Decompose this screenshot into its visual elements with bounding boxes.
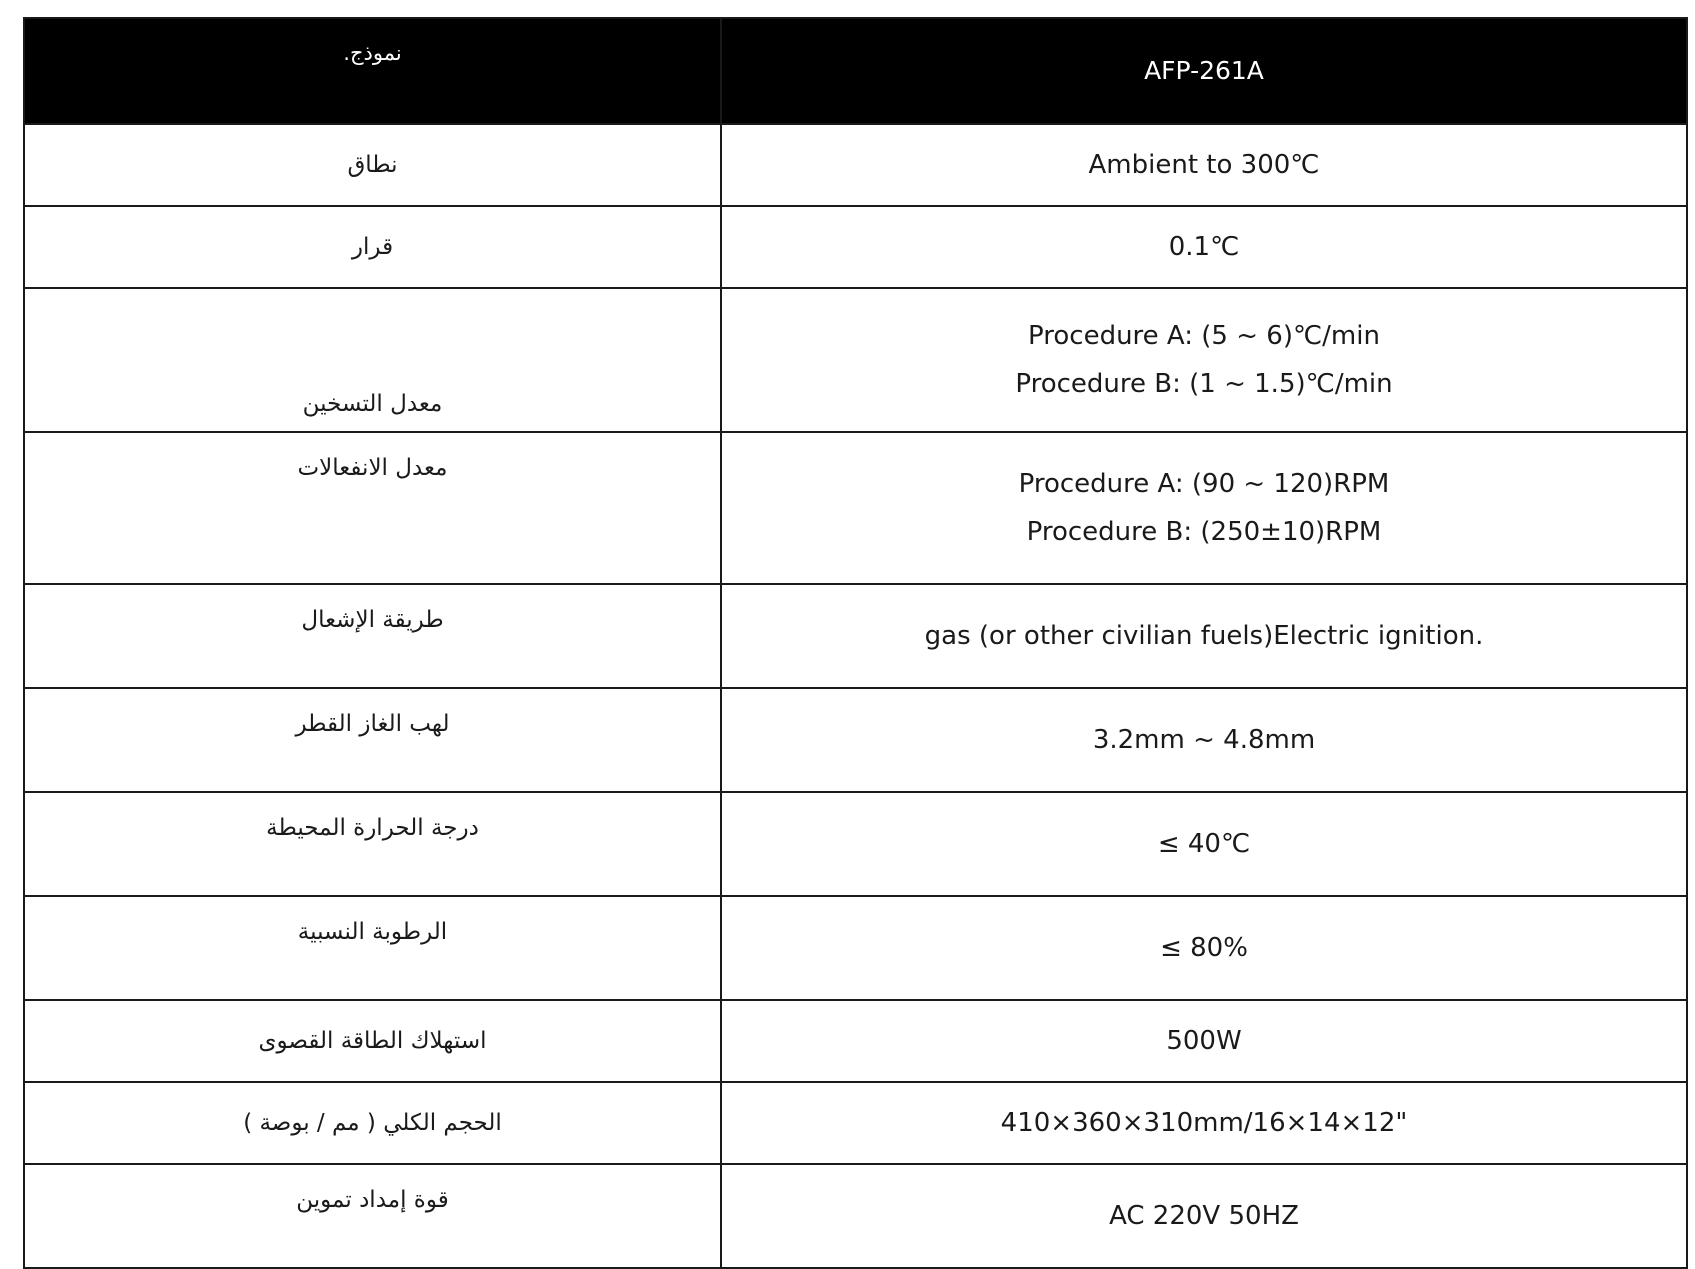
row-label-heating-rate: معدل التسخين: [24, 288, 721, 432]
row-value-stirring-rate: [721, 432, 1687, 584]
value-line: AC 220V 50HZ: [1109, 1201, 1299, 1231]
value-line: Ambient to 300℃: [1088, 150, 1320, 180]
row-label-relative-humidity: الرطوبة النسبية: [24, 896, 721, 1000]
table-row: [24, 432, 1687, 584]
value-line: 410×360×310mm/16×14×12": [1000, 1108, 1408, 1138]
row-label-power-supply: قوة إمداد تموين: [24, 1164, 721, 1268]
row-label-ambient-temperature: درجة الحرارة المحيطة: [24, 792, 721, 896]
value-line: 0.1℃: [1168, 232, 1240, 262]
row-value-overall-size: [721, 1082, 1687, 1164]
value-line: 500W: [1166, 1026, 1242, 1056]
row-value-max-power: [721, 1000, 1687, 1082]
table-row: [24, 688, 1687, 792]
value-line: Procedure A: (90 ~ 120)RPM: [1018, 469, 1390, 499]
value-line: gas (or other civilian fuels)Electric ignition.: [924, 621, 1484, 651]
header-label: نموذج.: [24, 18, 721, 124]
value-line: 3.2mm ~ 4.8mm: [1092, 725, 1316, 755]
header-model: AFP-261A: [721, 18, 1687, 124]
row-value-gas-flame-diameter: [721, 688, 1687, 792]
table-row: [24, 896, 1687, 1000]
value-line: Procedure B: (1 ~ 1.5)℃/min: [1015, 369, 1393, 399]
table-row: [24, 206, 1687, 288]
table-row: [24, 1164, 1687, 1268]
table-row: [24, 124, 1687, 206]
row-label-max-power: استهلاك الطاقة القصوى: [24, 1000, 721, 1082]
row-label-resolution: قرار: [24, 206, 721, 288]
row-value-ambient-temperature: [721, 792, 1687, 896]
value-line: Procedure B: (250±10)RPM: [1026, 517, 1382, 547]
table-row: [24, 1000, 1687, 1082]
row-label-range: نطاق: [24, 124, 721, 206]
table-row: [24, 792, 1687, 896]
value-line: ≤ 80%: [1160, 933, 1248, 963]
row-value-heating-rate: [721, 288, 1687, 432]
row-value-ignition-method: [721, 584, 1687, 688]
spec-table: [23, 17, 1688, 1269]
row-label-overall-size: الحجم الكلي ( مم / بوصة ): [24, 1082, 721, 1164]
row-label-ignition-method: طريقة الإشعال: [24, 584, 721, 688]
value-line: Procedure A: (5 ~ 6)℃/min: [1028, 321, 1380, 351]
row-label-stirring-rate: معدل الانفعالات: [24, 432, 721, 584]
row-value-resolution: [721, 206, 1687, 288]
table-row: [24, 288, 1687, 432]
table-row: [24, 1082, 1687, 1164]
row-label-gas-flame-diameter: لهب الغاز القطر: [24, 688, 721, 792]
row-value-relative-humidity: [721, 896, 1687, 1000]
row-value-power-supply: [721, 1164, 1687, 1268]
value-line: ≤ 40℃: [1157, 829, 1251, 859]
table-row: [24, 584, 1687, 688]
table-header-row: [24, 18, 1687, 124]
row-value-range: [721, 124, 1687, 206]
